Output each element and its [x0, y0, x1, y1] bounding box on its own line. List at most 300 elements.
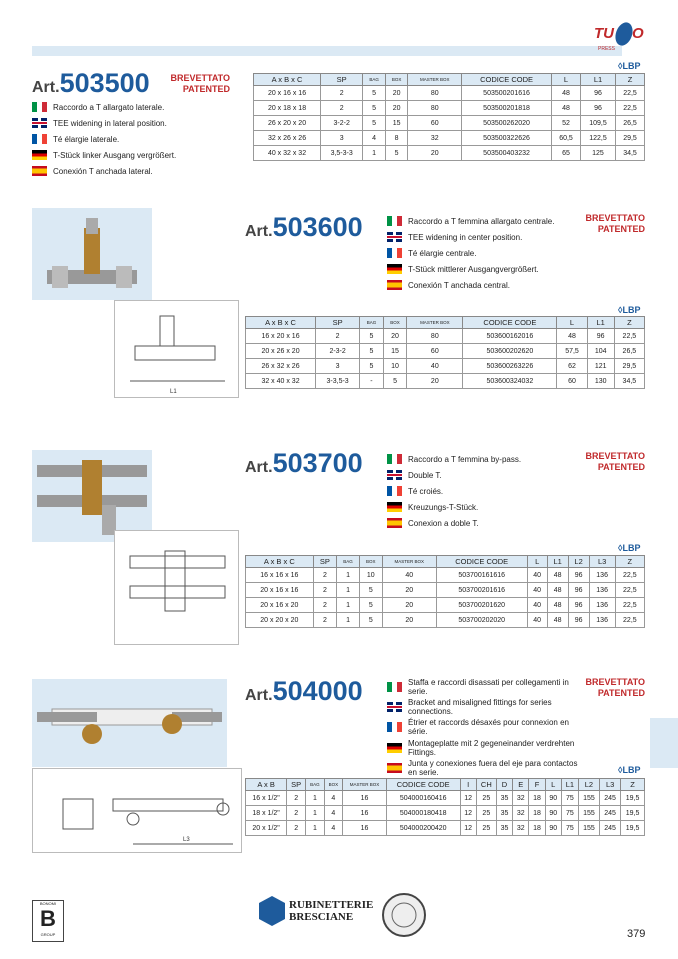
table-cell: 22,5: [614, 329, 644, 344]
table-cell: 5: [363, 116, 386, 131]
svg-text:PRESS: PRESS: [598, 46, 615, 52]
column-header: L: [552, 74, 581, 86]
table-cell: 75: [561, 821, 578, 836]
patent-label: [575, 213, 645, 235]
table-cell: 40: [527, 598, 547, 613]
patented: PATENTED: [597, 688, 645, 698]
table-cell: 4: [363, 131, 386, 146]
column-header: CH: [476, 779, 496, 791]
table-cell: 2: [287, 821, 306, 836]
column-header: A x B x C: [246, 556, 314, 568]
table-row: [254, 131, 645, 146]
table-cell: 16 x 20 x 16: [246, 329, 316, 344]
desc-it: Staffa e raccordi disassati per collegamenti in serie.: [408, 678, 569, 696]
column-header: MASTER BOX: [408, 74, 462, 86]
svg-text:O: O: [632, 25, 644, 42]
table-cell: 2: [313, 568, 337, 583]
table-cell: 20: [382, 598, 436, 613]
table-cell: 5: [360, 344, 384, 359]
table-cell: 96: [568, 568, 589, 583]
art-prefix: Art.: [245, 223, 273, 240]
table-cell: 1: [337, 568, 360, 583]
table-cell: 16 x 16 x 16: [246, 568, 314, 583]
group-bottom: GROUP: [40, 932, 56, 937]
svg-text:TU: TU: [594, 25, 614, 42]
table-cell: 503600202620: [463, 344, 557, 359]
table-cell: 121: [587, 359, 614, 374]
table-cell: 75: [561, 791, 578, 806]
description-list: [387, 451, 521, 531]
column-header: BAG: [360, 317, 384, 329]
desc-es: Conexión T anchada central.: [408, 280, 510, 290]
table-cell: 5: [385, 146, 408, 161]
table-cell: 90: [545, 806, 561, 821]
column-header: BOX: [324, 779, 342, 791]
table-cell: 20: [407, 374, 463, 389]
table-cell: 503700161616: [436, 568, 527, 583]
table-cell: 5: [363, 101, 386, 116]
table-cell: 4: [324, 821, 342, 836]
patent-label: [575, 451, 645, 473]
column-header: L3: [589, 556, 615, 568]
table-row: [254, 86, 645, 101]
table-cell: 104: [587, 344, 614, 359]
table-cell: 62: [557, 359, 587, 374]
column-header: A x B x C: [246, 317, 316, 329]
table-header-row: [246, 779, 645, 791]
table-cell: 16: [343, 821, 387, 836]
table-cell: 136: [589, 613, 615, 628]
art-number: 503600: [272, 212, 363, 242]
brevettato: BREVETTATO: [170, 73, 230, 83]
table-cell: 19,5: [621, 821, 645, 836]
technical-drawing: [114, 530, 239, 645]
table-cell: 48: [547, 613, 568, 628]
table-cell: 2: [321, 86, 363, 101]
table-cell: 5: [359, 583, 382, 598]
column-header: L2: [568, 556, 589, 568]
table-cell: -: [360, 374, 384, 389]
table-cell: 20 x 20 x 20: [246, 613, 314, 628]
column-header: BAG: [337, 556, 360, 568]
svg-text:L3: L3: [183, 837, 190, 843]
table-cell: 26 x 20 x 20: [254, 116, 321, 131]
table-cell: 503700201620: [436, 598, 527, 613]
technical-drawing: [32, 768, 242, 853]
svg-text:L1: L1: [170, 389, 177, 395]
rb-logo-icon: [258, 895, 286, 927]
table-row: [246, 344, 645, 359]
table-cell: 3-3,5-3: [316, 374, 360, 389]
table-cell: 3,5-3-3: [321, 146, 363, 161]
desc-de: T-Stück mittlerer Ausgangvergrößert.: [408, 264, 539, 274]
table-cell: 29,5: [614, 359, 644, 374]
table-cell: 503600162016: [463, 329, 557, 344]
table-cell: 25: [476, 821, 496, 836]
article-title: [245, 676, 363, 707]
table-cell: 22,5: [615, 598, 644, 613]
group-top: BONOMI: [39, 901, 57, 906]
table-cell: 40: [527, 583, 547, 598]
table-cell: 22,5: [615, 583, 644, 598]
desc-en: Double T.: [408, 470, 442, 480]
table-cell: 2: [313, 613, 337, 628]
table-cell: 35: [496, 806, 512, 821]
product-photo: [32, 450, 152, 542]
table-cell: 48: [552, 101, 581, 116]
table-cell: 155: [578, 791, 599, 806]
column-header: Z: [616, 74, 645, 86]
table-cell: 19,5: [621, 806, 645, 821]
table-cell: 32 x 40 x 32: [246, 374, 316, 389]
technical-drawing: [114, 300, 239, 398]
table-cell: 1: [306, 791, 324, 806]
column-header: L1: [547, 556, 568, 568]
column-header: BAG: [306, 779, 324, 791]
table-cell: 18: [529, 791, 545, 806]
brevettato: BREVETTATO: [585, 451, 645, 461]
bonomi-group-logo: [32, 900, 64, 942]
table-cell: 40: [382, 568, 436, 583]
art-prefix: Art.: [245, 459, 273, 476]
column-header: F: [529, 779, 545, 791]
table-cell: 5: [360, 329, 384, 344]
germany-flag-icon: [387, 502, 402, 512]
table-cell: 22,5: [616, 101, 645, 116]
iso-seal-icon: [384, 895, 424, 935]
table-cell: 40 x 32 x 32: [254, 146, 321, 161]
table-cell: 10: [359, 568, 382, 583]
table-cell: 96: [580, 86, 615, 101]
table-cell: 16: [343, 806, 387, 821]
table-cell: 503500322626: [462, 131, 552, 146]
table-cell: 504000200420: [386, 821, 460, 836]
desc-it: Raccordo a T femmina by-pass.: [408, 454, 522, 464]
table-row: [246, 791, 645, 806]
italy-flag-icon: [387, 454, 402, 464]
table-row: [246, 613, 645, 628]
table-cell: 2: [321, 101, 363, 116]
desc-es: Conexión T anchada lateral.: [53, 166, 153, 176]
table-row: [254, 116, 645, 131]
table-cell: 20: [382, 583, 436, 598]
germany-flag-icon: [387, 743, 402, 753]
column-header: CODICE CODE: [462, 74, 552, 86]
table-cell: 1: [337, 598, 360, 613]
column-header: Z: [615, 556, 644, 568]
table-row: [246, 329, 645, 344]
table-header-row: [254, 74, 645, 86]
table-cell: 1: [337, 583, 360, 598]
table-cell: 60,5: [552, 131, 581, 146]
desc-en: Bracket and misaligned fittings for series connections.: [408, 698, 552, 716]
table-cell: 3: [321, 131, 363, 146]
column-header: SP: [321, 74, 363, 86]
column-header: L1: [580, 74, 615, 86]
table-cell: 18 x 1/2": [246, 806, 287, 821]
table-cell: 503500201818: [462, 101, 552, 116]
column-header: BOX: [359, 556, 382, 568]
table-cell: 504000180418: [386, 806, 460, 821]
spain-flag-icon: [387, 518, 402, 528]
table-row: [254, 146, 645, 161]
spain-flag-icon: [387, 763, 402, 773]
table-cell: 48: [557, 329, 587, 344]
table-cell: 96: [568, 613, 589, 628]
article-title: [32, 68, 150, 99]
table-cell: 2: [287, 791, 306, 806]
table-cell: 1: [306, 806, 324, 821]
table-cell: 40: [527, 568, 547, 583]
table-cell: 35: [496, 791, 512, 806]
column-header: BOX: [385, 74, 408, 86]
table-cell: 2: [313, 598, 337, 613]
turbo-logo: [590, 18, 650, 54]
uk-flag-icon: [32, 118, 47, 128]
table-cell: 16: [343, 791, 387, 806]
column-header: CODICE CODE: [463, 317, 557, 329]
article-title: [245, 448, 363, 479]
table-cell: 20 x 16 x 20: [246, 598, 314, 613]
table-cell: 25: [476, 806, 496, 821]
double-tee-icon: [32, 450, 152, 542]
bracket-icon: [32, 679, 227, 767]
table-cell: 15: [385, 116, 408, 131]
table-cell: 35: [496, 821, 512, 836]
desc-fr: Té élargie centrale.: [408, 248, 477, 258]
table-cell: 1: [363, 146, 386, 161]
table-cell: 48: [547, 583, 568, 598]
germany-flag-icon: [32, 150, 47, 160]
table-cell: 32: [408, 131, 462, 146]
column-header: SP: [313, 556, 337, 568]
column-header: L1: [561, 779, 578, 791]
table-row: [246, 583, 645, 598]
lbp-label: ◊LBP: [618, 305, 641, 315]
table-cell: 503700202020: [436, 613, 527, 628]
spec-table: [253, 73, 645, 161]
column-header: Z: [621, 779, 645, 791]
uk-flag-icon: [387, 470, 402, 480]
table-cell: 5: [359, 613, 382, 628]
table-cell: 503500403232: [462, 146, 552, 161]
art-number: 503700: [272, 448, 363, 478]
table-cell: 22,5: [615, 568, 644, 583]
table-header-row: [246, 556, 645, 568]
table-cell: 136: [589, 568, 615, 583]
desc-fr: Té croiés.: [408, 486, 444, 496]
desc-it: Raccordo a T femmina allargato centrale.: [408, 216, 555, 226]
table-cell: 503600263226: [463, 359, 557, 374]
desc-en: TEE widening in lateral position.: [53, 118, 167, 128]
table-cell: 32 x 26 x 26: [254, 131, 321, 146]
table-cell: 155: [578, 821, 599, 836]
table-cell: 96: [568, 583, 589, 598]
brand-line1: RUBINETTERIE: [289, 899, 374, 911]
desc-es: Junta y conexiones fuera del eje para contactos en serie.: [408, 759, 578, 777]
patent-label: [160, 73, 230, 95]
italy-flag-icon: [387, 216, 402, 226]
table-cell: 245: [600, 806, 621, 821]
spec-table: [245, 316, 645, 389]
column-header: BAG: [363, 74, 386, 86]
column-header: D: [496, 779, 512, 791]
table-cell: 34,5: [616, 146, 645, 161]
column-header: SP: [316, 317, 360, 329]
spain-flag-icon: [32, 166, 47, 176]
table-cell: 60: [408, 116, 462, 131]
table-cell: 20: [408, 146, 462, 161]
table-cell: 48: [552, 86, 581, 101]
table-cell: 60: [407, 344, 463, 359]
table-cell: 503600324032: [463, 374, 557, 389]
table-cell: 32: [513, 791, 529, 806]
table-cell: 80: [407, 329, 463, 344]
table-cell: 40: [407, 359, 463, 374]
table-cell: 1: [306, 821, 324, 836]
art-prefix: Art.: [32, 79, 60, 96]
patented: PATENTED: [597, 224, 645, 234]
table-cell: 2: [313, 583, 337, 598]
table-cell: 3: [316, 359, 360, 374]
table-cell: 245: [600, 821, 621, 836]
table-cell: 504000160416: [386, 791, 460, 806]
description-list: [32, 99, 176, 179]
desc-es: Conexion a doble T.: [408, 518, 479, 528]
table-cell: 65: [552, 146, 581, 161]
table-cell: 25: [476, 791, 496, 806]
column-header: MASTER BOX: [343, 779, 387, 791]
desc-fr: Té élargie laterale.: [53, 134, 120, 144]
table-cell: 48: [547, 568, 568, 583]
brevettato: BREVETTATO: [585, 677, 645, 687]
spain-flag-icon: [387, 280, 402, 290]
table-cell: 80: [408, 86, 462, 101]
product-photo: [32, 208, 152, 300]
column-header: A x B x C: [254, 74, 321, 86]
table-cell: 245: [600, 791, 621, 806]
table-row: [246, 359, 645, 374]
france-flag-icon: [387, 486, 402, 496]
germany-flag-icon: [387, 264, 402, 274]
table-cell: 57,5: [557, 344, 587, 359]
table-cell: 2: [287, 806, 306, 821]
art-prefix: Art.: [245, 687, 273, 704]
table-cell: 155: [578, 806, 599, 821]
lbp-label: ◊LBP: [618, 543, 641, 553]
table-cell: 20 x 16 x 16: [246, 583, 314, 598]
patent-label: [575, 677, 645, 699]
uk-flag-icon: [387, 232, 402, 242]
description-list: [387, 676, 587, 778]
brand-logo: [258, 895, 373, 927]
brand-line2: BRESCIANE: [289, 911, 354, 923]
table-cell: 96: [580, 101, 615, 116]
table-cell: 5: [383, 374, 407, 389]
lbp-label: ◊LBP: [618, 61, 641, 71]
table-row: [246, 374, 645, 389]
drawing-icon: [33, 769, 243, 854]
column-header: BOX: [383, 317, 407, 329]
art-number: 504000: [272, 676, 363, 706]
table-row: [246, 806, 645, 821]
table-cell: 5: [360, 359, 384, 374]
table-cell: 22,5: [615, 613, 644, 628]
table-cell: 18: [529, 821, 545, 836]
table-cell: 15: [383, 344, 407, 359]
art-number: 503500: [59, 68, 150, 98]
column-header: CODICE CODE: [436, 556, 527, 568]
product-photo: [32, 679, 227, 767]
table-cell: 2-3-2: [316, 344, 360, 359]
table-cell: 20: [383, 329, 407, 344]
table-row: [246, 821, 645, 836]
table-cell: 5: [359, 598, 382, 613]
description-list: [387, 213, 554, 293]
table-cell: 18: [529, 806, 545, 821]
lbp-text: LBP: [622, 305, 641, 315]
table-cell: 26,5: [614, 344, 644, 359]
tee-fitting-icon: [32, 208, 152, 300]
column-header: E: [513, 779, 529, 791]
table-cell: 52: [552, 116, 581, 131]
table-cell: 19,5: [621, 791, 645, 806]
lbp-text: LBP: [622, 543, 641, 553]
desc-de: Montageplatte mit 2 gegeneinander verdrehten Fittings.: [408, 739, 575, 757]
table-cell: 12: [460, 821, 476, 836]
table-row: [246, 568, 645, 583]
desc-de: Kreuzungs-T-Stück.: [408, 502, 479, 512]
uk-flag-icon: [387, 702, 402, 712]
table-cell: 12: [460, 806, 476, 821]
table-cell: 60: [557, 374, 587, 389]
iso-seal: [382, 893, 426, 937]
table-cell: 20 x 18 x 18: [254, 101, 321, 116]
table-cell: 90: [545, 821, 561, 836]
page-number: 379: [627, 928, 646, 940]
brevettato: BREVETTATO: [585, 213, 645, 223]
drawing-icon: [115, 301, 240, 399]
column-header: L: [527, 556, 547, 568]
desc-en: TEE widening in center position.: [408, 232, 523, 242]
table-cell: 122,5: [580, 131, 615, 146]
table-cell: 34,5: [614, 374, 644, 389]
column-header: L1: [587, 317, 614, 329]
table-cell: 75: [561, 806, 578, 821]
spec-table: [245, 555, 645, 628]
table-cell: 5: [363, 86, 386, 101]
table-cell: 40: [527, 613, 547, 628]
italy-flag-icon: [32, 102, 47, 112]
table-cell: 96: [587, 329, 614, 344]
italy-flag-icon: [387, 682, 402, 692]
table-cell: 503700201616: [436, 583, 527, 598]
patented: PATENTED: [597, 462, 645, 472]
table-cell: 20 x 26 x 20: [246, 344, 316, 359]
column-header: L3: [600, 779, 621, 791]
france-flag-icon: [387, 248, 402, 258]
column-header: MASTER BOX: [382, 556, 436, 568]
column-header: CODICE CODE: [386, 779, 460, 791]
table-cell: 20: [385, 86, 408, 101]
table-cell: 130: [587, 374, 614, 389]
table-cell: 136: [589, 583, 615, 598]
table-row: [254, 101, 645, 116]
table-cell: 4: [324, 791, 342, 806]
france-flag-icon: [32, 134, 47, 144]
table-cell: 16 x 1/2": [246, 791, 287, 806]
column-header: MASTER BOX: [407, 317, 463, 329]
